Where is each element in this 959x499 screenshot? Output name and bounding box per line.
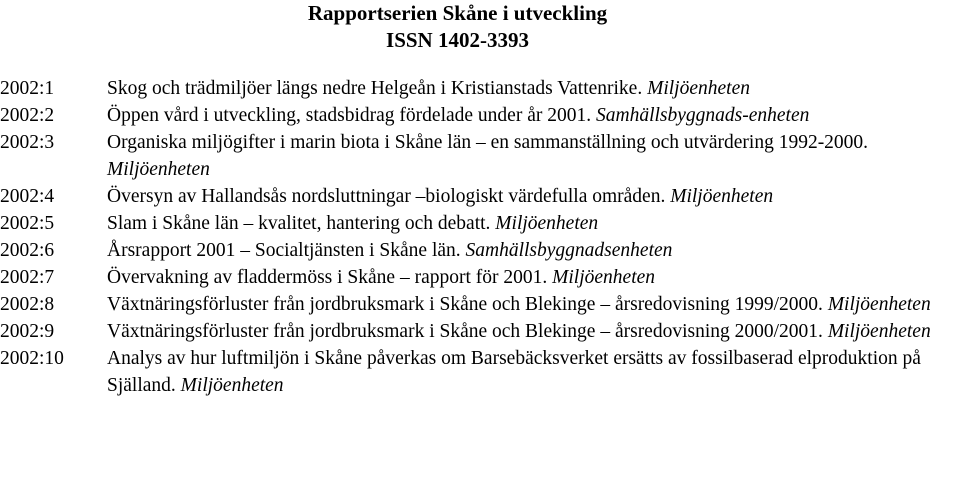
report-entry-text xyxy=(107,210,959,237)
list-item xyxy=(0,318,959,345)
report-publisher: Miljöenheten xyxy=(647,78,750,99)
report-entry-text xyxy=(107,237,959,264)
report-number: 2002:9 xyxy=(0,321,55,342)
report-entry-text xyxy=(107,345,959,399)
list-item xyxy=(0,75,959,102)
report-publisher: Miljöenheten xyxy=(107,159,210,180)
report-number: 2002:7 xyxy=(0,267,55,288)
list-item xyxy=(0,345,959,399)
report-number: 2002:8 xyxy=(0,294,55,315)
report-entry-text xyxy=(107,183,959,210)
report-title: Slam i Skåne län – kvalitet, hantering och debatt. xyxy=(107,213,491,234)
report-title: Översyn av Hallandsås nordsluttningar –biologiskt värdefulla områden. xyxy=(107,186,666,207)
list-item xyxy=(0,210,959,237)
list-item xyxy=(0,129,959,183)
report-publisher: Miljöenheten xyxy=(827,294,931,315)
report-publisher: Miljöenheten xyxy=(552,267,656,288)
report-number: 2002:2 xyxy=(0,105,55,126)
list-item xyxy=(0,291,959,318)
report-number: 2002:5 xyxy=(0,213,55,234)
report-title: Öppen vård i utveckling, stadsbidrag fördelade under år 2001. xyxy=(107,105,592,126)
report-number: 2002:10 xyxy=(0,348,64,369)
report-entry-text xyxy=(107,75,959,102)
report-entry-text xyxy=(107,102,959,129)
report-entry-text xyxy=(107,264,959,291)
report-publisher: Samhällsbyggnads-enheten xyxy=(595,105,810,126)
report-publisher: Samhällsbyggnadsenheten xyxy=(465,240,673,261)
report-number: 2002:4 xyxy=(0,186,55,207)
report-number: 2002:3 xyxy=(0,132,55,153)
report-entry-text xyxy=(107,129,959,183)
report-publisher: Miljöenheten xyxy=(495,213,599,234)
report-title: Analys av hur luftmiljön i Skåne påverkas om Barsebäcksverket ersätts av fossilbaserad elproduktion på Själland. xyxy=(107,348,921,396)
series-title: Rapportserien Skåne i utveckling xyxy=(307,1,608,25)
report-title: Organiska miljögifter i marin biota i Skåne län – en sammanställning och utvärdering 1992-2000. xyxy=(107,132,869,153)
report-title: Växtnäringsförluster från jordbruksmark i Skåne och Blekinge – årsredovisning 2000/2001. xyxy=(107,321,823,342)
list-item xyxy=(0,264,959,291)
report-entry-text xyxy=(107,318,959,345)
report-entry-text xyxy=(107,291,959,318)
issn-label: ISSN 1402-3393 xyxy=(386,28,529,52)
report-title: Årsrapport 2001 – Socialtjänsten i Skåne län. xyxy=(107,240,461,261)
report-publisher: Miljöenheten xyxy=(827,321,931,342)
report-title: Övervakning av fladdermöss i Skåne – rapport för 2001. xyxy=(107,267,548,288)
report-number: 2002:6 xyxy=(0,240,55,261)
report-publisher: Miljöenheten xyxy=(180,375,284,396)
report-list xyxy=(0,75,959,399)
report-publisher: Miljöenheten xyxy=(670,186,774,207)
list-item xyxy=(0,237,959,264)
report-title: Skog och trädmiljöer längs nedre Helgeån i Kristianstads Vattenrike. xyxy=(107,78,643,99)
list-item xyxy=(0,183,959,210)
report-title: Växtnäringsförluster från jordbruksmark i Skåne och Blekinge – årsredovisning 1999/2000. xyxy=(107,294,823,315)
list-item xyxy=(0,102,959,129)
report-number: 2002:1 xyxy=(0,78,55,99)
